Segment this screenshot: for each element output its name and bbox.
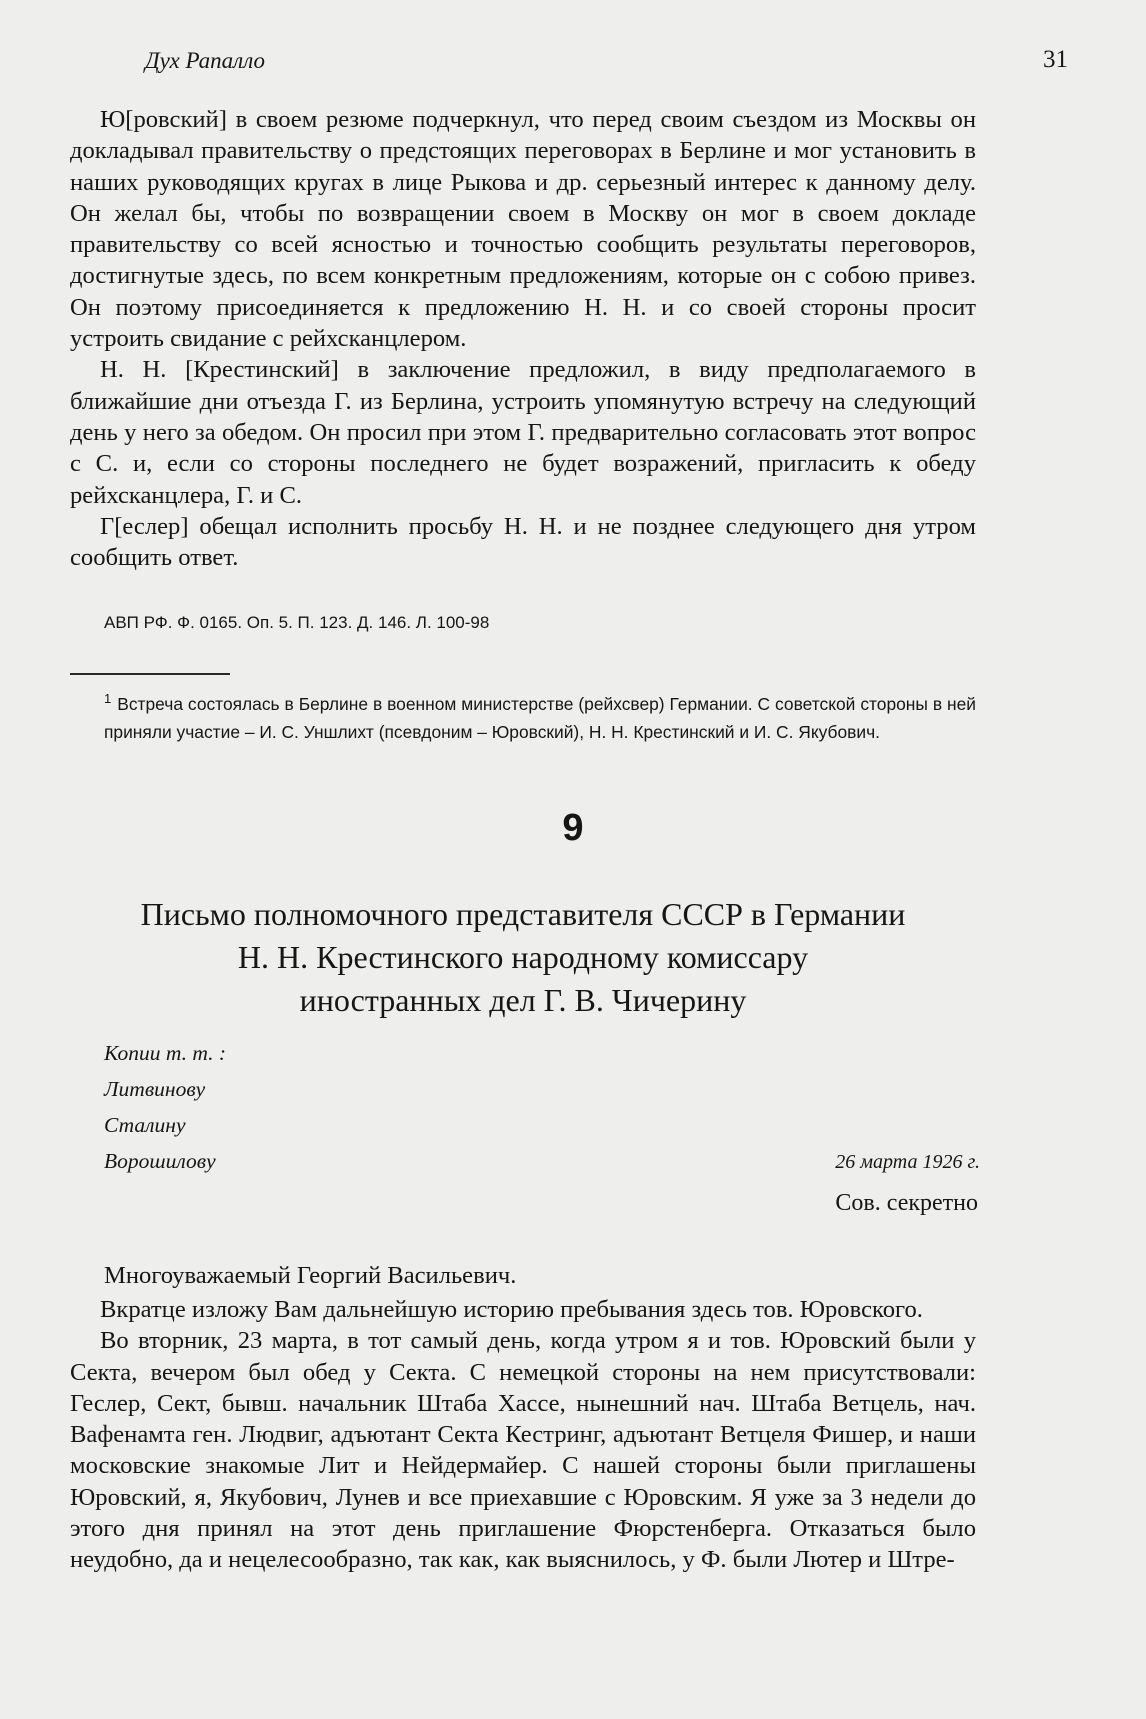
classification-mark: Сов. секретно	[835, 1190, 978, 1216]
salutation: Многоуважаемый Георгий Васильевич.	[104, 1262, 517, 1289]
running-header-title: Дух Рапалло	[145, 48, 266, 73]
copy-recipient: Ворошилову	[104, 1149, 216, 1173]
document-title-line: Письмо полномочного представителя СССР в Германии	[140, 896, 906, 932]
footnote	[104, 685, 976, 746]
document-number: 9	[562, 807, 584, 849]
paragraph: Н. Н. [Крестинский] в заключение предложил, в виду предполагаемого в ближайшие дни отъезда Г. из Берлина, устроить упомянутую встречу на следующий день у него за обедом. Он просил при этом Г. предварительно согласовать этот вопрос с С. и, если со стороны последнего не будет возражений, пригласить к обеду рейхсканцлера, Г. и С.	[70, 356, 976, 509]
footnote-mark: 1	[104, 691, 112, 706]
archive-reference: АВП РФ. Ф. 0165. Оп. 5. П. 123. Д. 146. Л. 100-98	[104, 613, 490, 632]
document-title-line: иностранных дел Г. В. Чичерину	[299, 982, 747, 1018]
copies-list	[104, 1035, 226, 1179]
top-text-block	[70, 104, 976, 573]
document-date: 26 марта 1926 г.	[835, 1151, 980, 1173]
paragraph: Вкратце изложу Вам дальнейшую историю пребывания здесь тов. Юровского.	[100, 1296, 923, 1323]
page-number: 31	[1043, 46, 1068, 73]
paragraph: Г[еслер] обещал исполнить просьбу Н. Н. и не позднее следующего дня утром сообщить ответ.	[70, 512, 976, 572]
copy-recipient: Литвинову	[104, 1077, 206, 1101]
copy-recipient: Сталину	[104, 1113, 186, 1137]
document-title-line: Н. Н. Крестинского народному комиссару	[237, 939, 809, 975]
footnote-divider	[70, 673, 230, 675]
copies-label: Копии т. т. :	[104, 1041, 227, 1065]
paragraph: Во вторник, 23 марта, в тот самый день, когда утром я и тов. Юровский были у Секта, вечером был обед у Секта. С немецкой стороны на нем присутствовали: Геслер, Сект, бывш. начальник Штаба Хассе, нынешний нач. Штаба Ветцель, нач. Вафенамта ген. Людвиг, адъютант Секта Кестринг, адъютант Ветцеля Фишер, и наши московские знакомые Лит и Нейдермайер. С нашей стороны были приглашены Юровский, я, Якубович, Лунев и все приехавшие с Юровским. Я уже за 3 недели до этого дня принял на этот день приглашение Фюрстенберга. Отказаться было неудобно, да и нецелесообразно, так как, как выяснилось, у Ф. были Лютер и Штре-	[70, 1327, 976, 1574]
paragraph: Ю[ровский] в своем резюме подчеркнул, что перед своим съездом из Москвы он докладывал правительству о предстоящих переговорах в Берлине и мог установить в наших руководящих кругах в лице Рыкова и др. серьезный интерес к данному делу. Он желал бы, чтобы по возвращении своем в Москву он мог в своем докладе правительству со всей ясностью и точностью сообщить результаты переговоров, достигнутые здесь, по всем конкретным предложениям, которые он с собою привез. Он поэтому присоединяется к предложению Н. Н. и со своей стороны просит устроить свидание с рейхсканцлером.	[70, 106, 976, 353]
document-title	[70, 893, 976, 1022]
footnote-text: Встреча состоялась в Берлине в военном министерстве (рейхсвер) Германии. С советской стороны в ней приняли участие – И. С. Уншлихт (псевдоним – Юровский), Н. Н. Крестинский и И. С. Якубович.	[104, 693, 976, 742]
letter-text-block	[70, 1294, 976, 1576]
